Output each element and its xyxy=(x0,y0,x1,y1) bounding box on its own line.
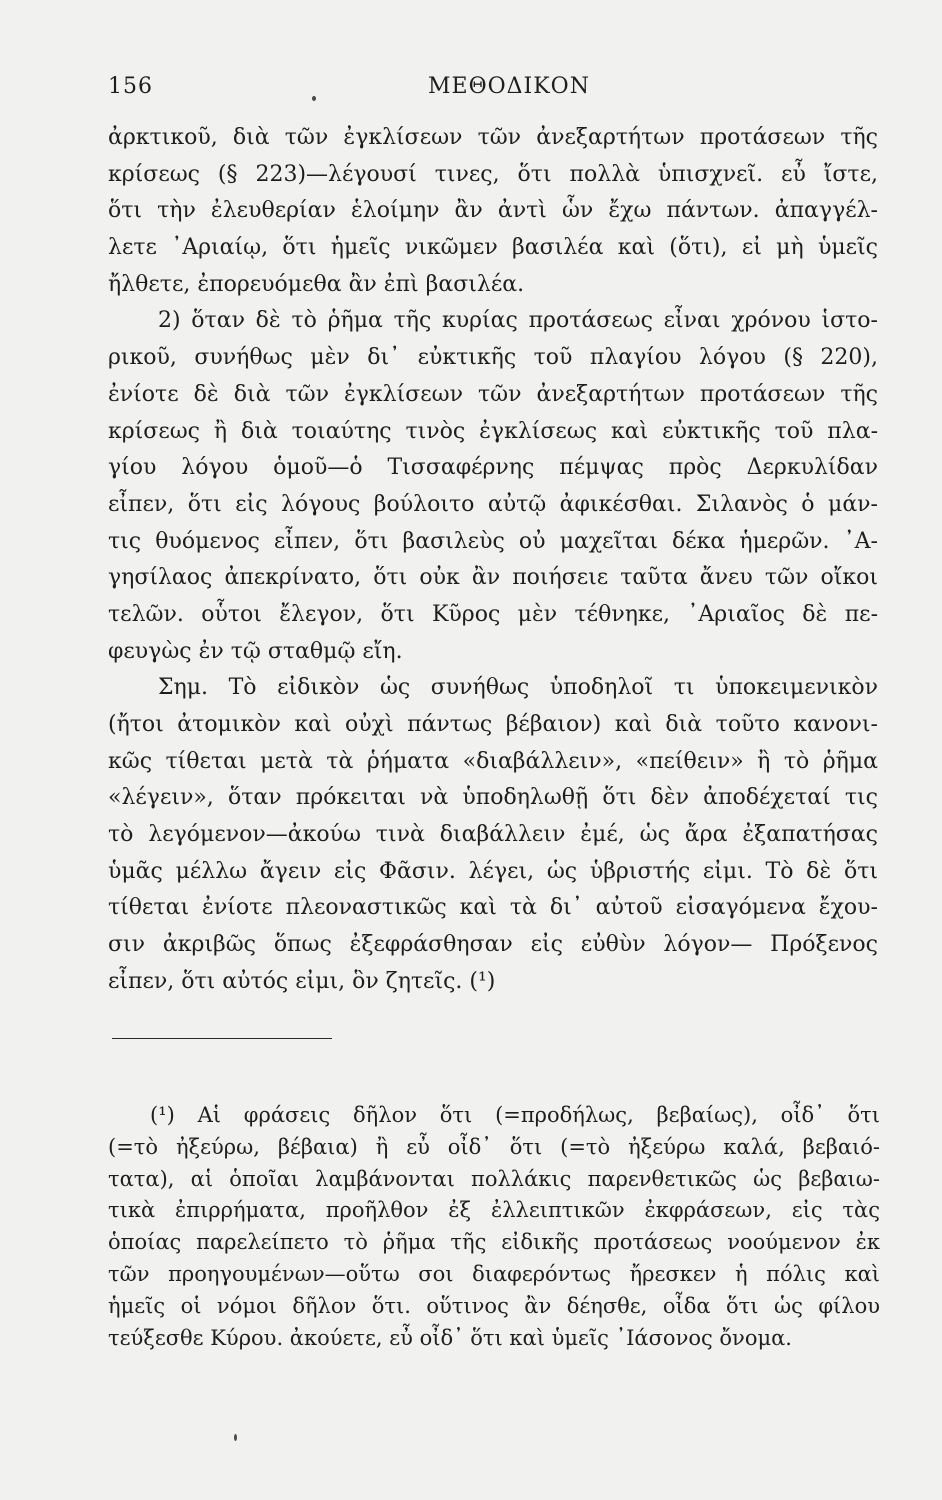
body-line: λετε ᾿Αριαίῳ, ὅτι ἡμεῖς νικῶμεν βασιλέα καὶ (ὅτι), εἰ μὴ ὑμεῖς xyxy=(108,235,878,261)
running-head: ΜΕΘΟΔΙΚΟΝ xyxy=(428,74,590,99)
body-line: τις θυόμενος εἶπεν, ὅτι βασιλεὺς οὐ μαχεῖται δέκα ἡμερῶν. ᾿Α- xyxy=(108,528,878,554)
body-line: ἀρκτικοῦ, διὰ τῶν ἐγκλίσεων τῶν ἀνεξαρτήτων προτάσεων τῆς xyxy=(108,125,878,150)
footnote-separator xyxy=(112,1038,332,1039)
note-line: ὑμᾶς μέλλω ἄγειν εἰς Φᾶσιν. λέγει, ὡς ὑβριστής εἰμι. Τὸ δὲ ὅτι xyxy=(108,858,878,884)
footnote-line: τικὰ ἐπιρρήματα, προῆλθον ἐξ ἐλλειπτικῶν ἐκφράσεων, εἰς τὰς xyxy=(108,1198,880,1223)
footnote-line: (=τὸ ἠξεύρω, βέβαια) ἢ εὖ οἶδ᾿ ὅτι (=τὸ ἠξεύρω καλά, βεβαιό- xyxy=(108,1134,880,1159)
footnote-line: τατα), αἱ ὁποῖαι λαμβάνονται πολλάκις παρενθετικῶς ὡς βεβαιω- xyxy=(108,1166,880,1191)
body-line: 2) ὅταν δὲ τὸ ῥῆμα τῆς κυρίας προτάσεως εἶναι χρόνου ἱστο- xyxy=(158,308,878,334)
footnote-line: τεύξεσθε Κύρου. ἀκούετε, εὖ οἶδ᾿ ὅτι καὶ ὑμεῖς ᾿Ιάσονος ὄνομα. xyxy=(108,1325,792,1350)
footnote-line: ὁποίας παρελείπετο τὸ ῥῆμα τῆς εἰδικῆς προτάσεως νοούμενον ἐκ xyxy=(108,1230,880,1255)
body-text xyxy=(108,120,878,1001)
footnote-block xyxy=(108,1100,880,1354)
body-line: ὅτι τὴν ἐλευθερίαν ἑλοίμην ἂν ἀντὶ ὧν ἔχω πάντων. ἀπαγγέλ- xyxy=(108,198,878,224)
footnote-line: (¹) Αἱ φράσεις δῆλον ὅτι (=προδήλως, βεβαίως), οἶδ᾿ ὅτι xyxy=(150,1103,880,1127)
note-line: σιν ἀκριβῶς ὅπως ἐξεφράσθησαν εἰς εὐθὺν λόγον— Πρόξενος xyxy=(108,932,878,958)
footnote-line: ἡμεῖς οἱ νόμοι δῆλον ὅτι. οὕτινος ἂν δέησθε, οἶδα ὅτι ὡς φίλου xyxy=(108,1293,880,1318)
body-line: εἶπεν, ὅτι εἰς λόγους βούλοιτο αὐτῷ ἀφικέσθαι. Σιλανὸς ὁ μάν- xyxy=(108,491,878,517)
ink-speck xyxy=(234,1434,237,1441)
note-line: Σημ. Τὸ εἰδικὸν ὡς συνήθως ὑποδηλοῖ τι ὑποκειμενικὸν xyxy=(158,675,878,701)
note-line: τὸ λεγόμενον—ἀκούω τινὰ διαβάλλειν ἐμέ, ὡς ἄρα ἐξαπατήσας xyxy=(108,822,878,848)
note-line: κῶς τίθεται μετὰ τὰ ῥήματα «διαβάλλειν», «πείθειν» ἢ τὸ ῥῆμα xyxy=(108,748,878,774)
body-line: γίου λόγου ὁμοῦ—ὁ Τισσαφέρνης πέμψας πρὸς Δερκυλίδαν xyxy=(108,455,878,481)
body-line: τελῶν. οὗτοι ἔλεγον, ὅτι Κῦρος μὲν τέθνηκε, ᾿Αριαῖος δὲ πε- xyxy=(108,601,878,627)
page-number: 156 xyxy=(108,74,153,99)
note-line: (ἤτοι ἀτομικὸν καὶ οὐχὶ πάντως βέβαιον) καὶ διὰ τοῦτο κανονι- xyxy=(108,712,878,737)
ink-speck xyxy=(312,96,316,101)
note-line: τίθεται ἐνίοτε πλεοναστικῶς καὶ τὰ δι᾿ αὐτοῦ εἰσαγόμενα ἔχου- xyxy=(108,895,878,921)
body-line: ρικοῦ, συνήθως μὲν δι᾿ εὐκτικῆς τοῦ πλαγίου λόγου (§ 220), xyxy=(108,345,878,371)
body-line: φευγὼς ἐν τῷ σταθμῷ εἴη. xyxy=(108,638,403,664)
footnote-line: τῶν προηγουμένων—οὕτω σοι διαφερόντως ἤρεσκεν ἡ πόλις καὶ xyxy=(108,1261,880,1286)
note-line: «λέγειν», ὅταν πρόκειται νὰ ὑποδηλωθῇ ὅτι δὲν ἀποδέχεταί τις xyxy=(108,785,878,811)
body-line: ἐνίοτε δὲ διὰ τῶν ἐγκλίσεων τῶν ἀνεξαρτήτων προτάσεων τῆς xyxy=(108,381,878,407)
body-line: κρίσεως (§ 223)—λέγουσί τινες, ὅτι πολλὰ ὑπισχνεῖ. εὖ ἴστε, xyxy=(108,161,878,187)
body-line: ἤλθετε, ἐπορευόμεθα ἂν ἐπὶ βασιλέα. xyxy=(108,271,525,297)
body-line: κρίσεως ἢ διὰ τοιαύτης τινὸς ἐγκλίσεως καὶ εὐκτικῆς τοῦ πλα- xyxy=(108,418,878,444)
note-line: εἶπεν, ὅτι αὐτός εἰμι, ὃν ζητεῖς. (¹) xyxy=(108,968,496,994)
body-line: γησίλαος ἀπεκρίνατο, ὅτι οὐκ ἂν ποιήσειε ταῦτα ἄνευ τῶν οἴκοι xyxy=(108,565,878,591)
